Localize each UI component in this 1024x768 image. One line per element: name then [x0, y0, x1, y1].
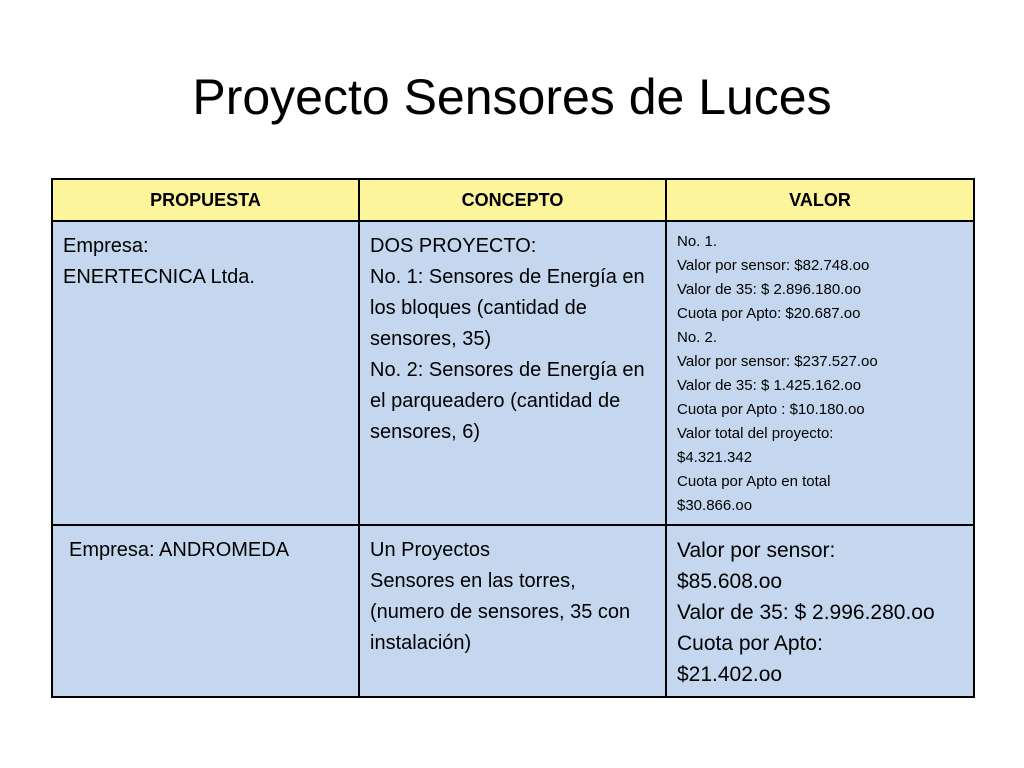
cell-concepto — [359, 525, 666, 697]
proposals-table — [51, 178, 975, 698]
cell-line: Empresa: ANDROMEDA — [69, 539, 290, 561]
cell-line: No. 2. — [677, 329, 718, 346]
cell-line: Sensores en las torres, (numero de sensores, 35 con instalación) — [370, 570, 631, 654]
table-row — [52, 221, 974, 525]
cell-line: Valor de 35: $ 2.896.180.oo — [677, 281, 862, 298]
cell-line: No. 1: Sensores de Energía en los bloques (cantidad de sensores, 35) — [370, 266, 645, 350]
cell-line: $30.866.oo — [677, 497, 753, 514]
cell-line: Valor de 35: $ 1.425.162.oo — [677, 377, 862, 394]
cell-line: $4.321.342 — [677, 449, 753, 466]
cell-line: Un Proyectos — [370, 539, 491, 561]
cell-valor — [666, 525, 974, 697]
cell-line: $21.402.oo — [677, 663, 783, 686]
cell-line: Cuota por Apto en total — [677, 473, 831, 490]
cell-line: No. 1. — [677, 233, 718, 250]
cell-line: No. 2: Sensores de Energía en el parqueadero (cantidad de sensores, 6) — [370, 359, 645, 443]
cell-line: Cuota por Apto : $10.180.oo — [677, 401, 865, 418]
header-valor: VALOR — [666, 179, 974, 221]
table-header-row — [52, 179, 974, 221]
cell-valor — [666, 221, 974, 525]
cell-line: Valor total del proyecto: — [677, 425, 834, 442]
cell-concepto — [359, 221, 666, 525]
header-concepto: CONCEPTO — [359, 179, 666, 221]
header-propuesta: PROPUESTA — [52, 179, 359, 221]
cell-line: $85.608.oo — [677, 570, 783, 593]
cell-line: Empresa: — [63, 235, 149, 257]
cell-line: Cuota por Apto: $20.687.oo — [677, 305, 861, 322]
cell-line: Cuota por Apto: — [677, 632, 823, 655]
cell-propuesta — [52, 525, 359, 697]
cell-line: Valor por sensor: $82.748.oo — [677, 257, 870, 274]
slide-title: Proyecto Sensores de Luces — [192, 69, 832, 125]
table-row — [52, 525, 974, 697]
cell-line: Valor por sensor: $237.527.oo — [677, 353, 878, 370]
cell-propuesta — [52, 221, 359, 525]
cell-line: ENERTECNICA Ltda. — [63, 266, 255, 288]
cell-line: Valor de 35: $ 2.996.280.oo — [677, 601, 935, 624]
cell-line: Valor por sensor: — [677, 539, 836, 562]
cell-line: DOS PROYECTO: — [370, 235, 537, 257]
